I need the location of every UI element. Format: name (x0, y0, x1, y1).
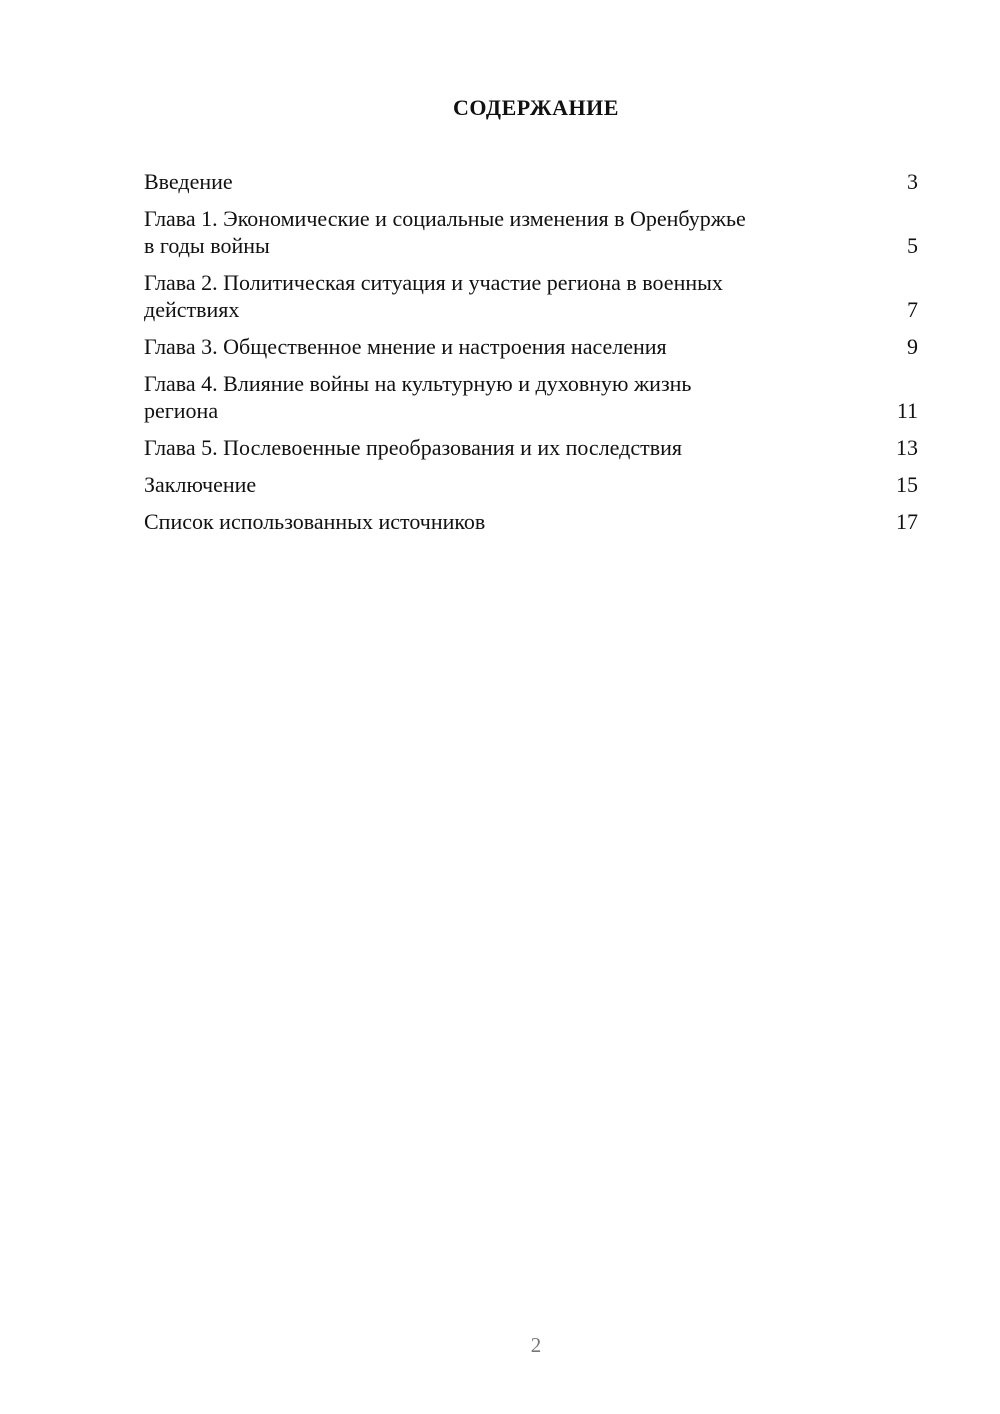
toc-entry-chapter-3[interactable] (144, 333, 918, 360)
toc-entry-line: региона (144, 398, 219, 423)
toc-entry-page: 11 (896, 398, 918, 423)
toc-entry-page: 3 (907, 169, 918, 194)
toc-entry-line: Заключение (144, 472, 257, 497)
toc-entry-introduction[interactable] (144, 168, 918, 195)
toc-entry-text (144, 508, 844, 535)
toc-entry-page: 5 (907, 233, 918, 258)
toc-entry-conclusion[interactable] (144, 471, 918, 498)
toc-entry-chapter-1[interactable] (144, 205, 918, 259)
page-number: 2 (530, 1333, 542, 1357)
toc-entry-line: Список использованных источников (144, 509, 486, 534)
toc-entry-line: действиях (144, 297, 240, 322)
toc-entry-line: Глава 1. Экономические и социальные изменения в Оренбуржье (144, 206, 746, 231)
toc-entry-page: 15 (896, 472, 918, 497)
toc-entry-page: 7 (907, 297, 918, 322)
toc-entry-line: в годы войны (144, 233, 270, 258)
toc-entry-page: 13 (896, 435, 918, 460)
toc-entry-text (144, 434, 844, 461)
toc-entry-page: 17 (896, 509, 918, 534)
table-of-contents (144, 168, 918, 545)
toc-entry-text (144, 333, 844, 360)
toc-entry-chapter-2[interactable] (144, 269, 918, 323)
toc-entry-chapter-4[interactable] (144, 370, 918, 424)
toc-entry-line: Глава 3. Общественное мнение и настроения населения (144, 334, 667, 359)
toc-entry-text (144, 205, 844, 259)
toc-entry-line: Глава 5. Послевоенные преобразования и их последствия (144, 435, 683, 460)
toc-entry-chapter-5[interactable] (144, 434, 918, 461)
toc-entry-text (144, 370, 844, 424)
toc-title: СОДЕРЖАНИЕ (453, 95, 619, 120)
toc-entry-text (144, 168, 844, 195)
toc-entry-line: Введение (144, 169, 233, 194)
toc-entry-page: 9 (907, 334, 918, 359)
toc-entry-references[interactable] (144, 508, 918, 535)
toc-entry-text (144, 269, 844, 323)
toc-entry-line: Глава 4. Влияние войны на культурную и духовную жизнь (144, 371, 692, 396)
toc-entry-line: Глава 2. Политическая ситуация и участие региона в военных (144, 270, 723, 295)
toc-entry-text (144, 471, 844, 498)
